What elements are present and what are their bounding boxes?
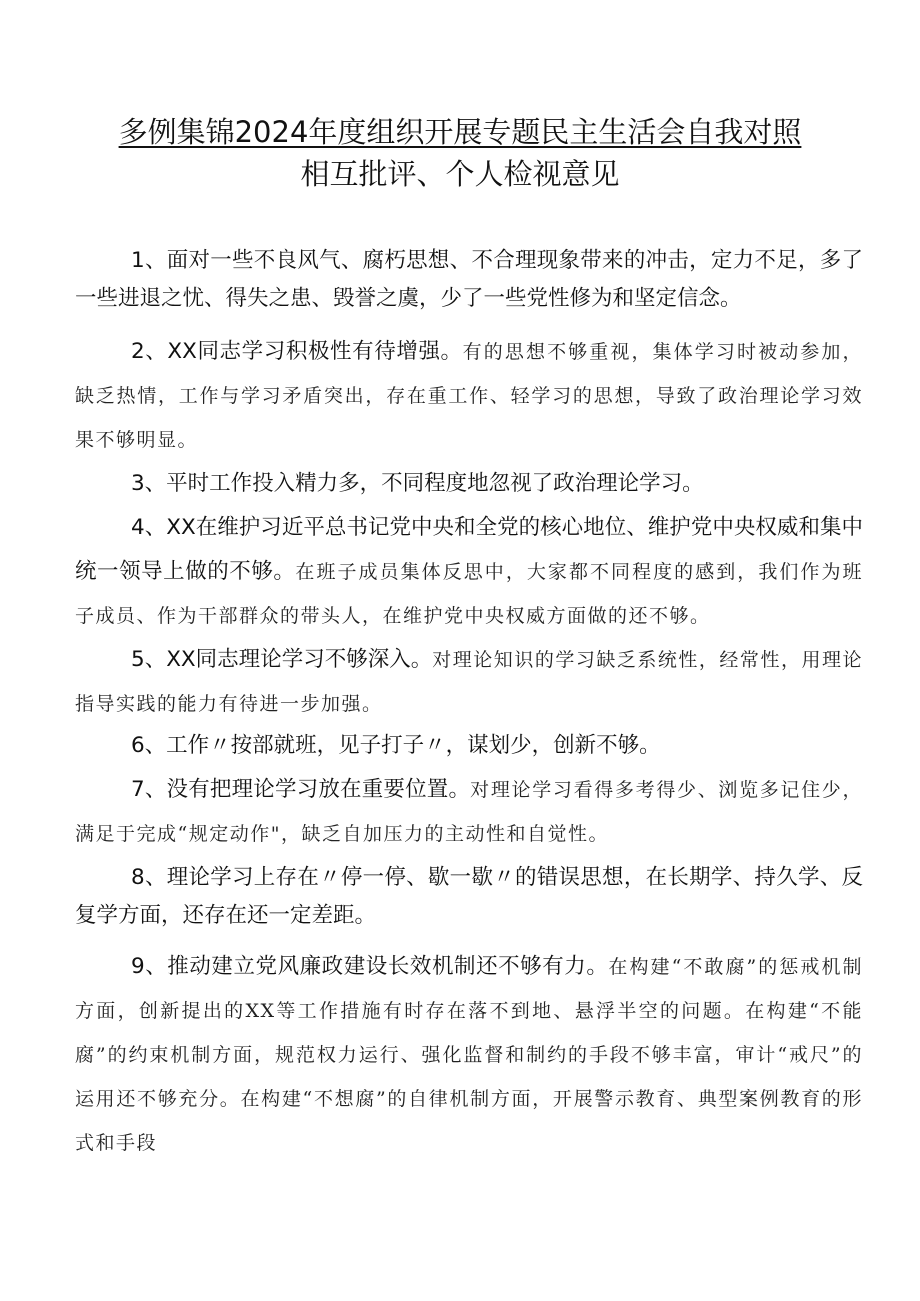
list-item — [75, 768, 863, 856]
item-lead: 3、平时工作投入精力多，不同程度地忽视了政治理论学习。 — [131, 471, 704, 496]
list-item — [75, 506, 863, 638]
list-item — [75, 945, 863, 1165]
item-body: 对理论知识的学习缺乏系统性，经常性，用理论指导实践的能力有待进一步加强。 — [75, 649, 863, 715]
item-body: 在构建“不敢腐”的惩戒机制方面，创新提出的XX等工作措施有时存在落不到地、悬浮半空的问题。在构建“不能腐”的约束机制方面，规范权力运行、强化监督和制约的手段不够丰富，审计“戒尺”的运用还不够充分。在构建“不想腐”的自律机制方面，开展警示教育、典型案例教育的形式和手段 — [75, 956, 863, 1154]
list-item — [75, 242, 863, 318]
item-body: 对理论学习看得多考得少、浏览多记住少，满足于完成“规定动作"，缺乏自加压力的主动性和自觉性。 — [75, 779, 863, 845]
list-item — [75, 638, 863, 726]
document-title-line2: 相互批评、个人检视意见 — [300, 157, 620, 191]
list-item — [75, 330, 863, 462]
list-item — [75, 859, 863, 935]
item-lead: 5、XX同志理论学习不够深入。 — [131, 647, 433, 672]
item-lead: 4、XX在维护习近平总书记党中央和全党的核心地位、维护党中央权威和集中统一领导上做的不够。 — [75, 515, 863, 584]
document-title-line1: 多例集锦2024年度组织开展专题民主生活会自我对照 — [118, 115, 802, 149]
item-lead: 2、XX同志学习积极性有待增强。 — [131, 339, 463, 364]
list-item — [75, 465, 863, 503]
item-lead: 8、理论学习上存在〃停一停、歇一歇〃的错误思想，在长期学、持久学、反复学方面，还存在还一定差距。 — [75, 865, 863, 928]
item-lead: 9、推动建立党风廉政建设长效机制还不够有力。 — [131, 954, 609, 979]
item-body: 在班子成员集体反思中，大家都不同程度的感到，我们作为班子成员、作为干部群众的带头人，在维护党中央权威方面做的还不够。 — [75, 561, 863, 627]
item-body: 有的思想不够重视，集体学习时被动参加，缺乏热情，工作与学习矛盾突出，存在重工作、轻学习的思想，导致了政治理论学习效果不够明显。 — [75, 341, 863, 451]
item-lead: 1、面对一些不良风气、腐朽思想、不合理现象带来的冲击，定力不足，多了一些进退之忧、得失之患、毁誉之虞，少了一些党性修为和坚定信念。 — [75, 248, 863, 311]
item-lead: 6、工作〃按部就班，见子打子〃，谋划少，创新不够。 — [131, 733, 661, 758]
item-lead: 7、没有把理论学习放在重要位置。 — [131, 777, 471, 802]
list-item — [75, 727, 863, 765]
